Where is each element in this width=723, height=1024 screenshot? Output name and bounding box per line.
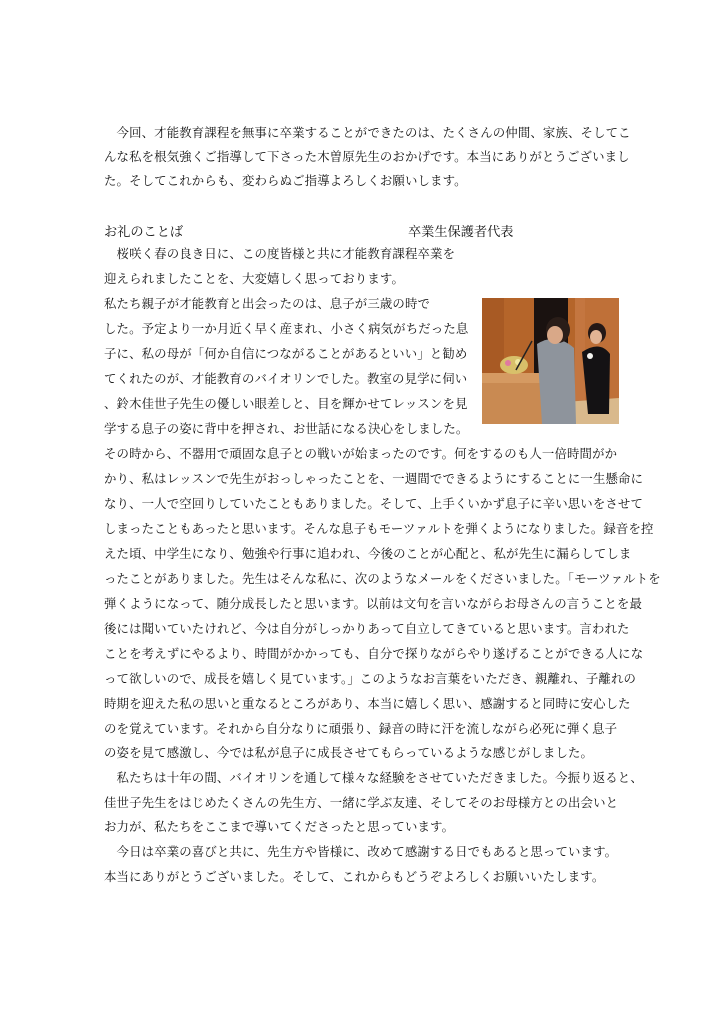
intro-line: 今回、才能教育課程を無事に卒業することができたのは、たくさんの仲間、家族、そしてこ [104,125,631,140]
letter-line: 弾くようになって、随分成長したと思います。以前は文句を言いながらお母さんの言うことを最 [104,596,643,611]
letter-line: しまったこともあったと思います。そんな息子もモーツァルトを弾くようになりました。録音を控 [104,521,654,536]
letter-line: した。予定より一か月近く早く産まれ、小さく病気がちだった息 [104,321,469,336]
letter-line: 、鈴木佳世子先生の優しい眼差しと、目を輝かせてレッスンを見 [104,396,468,411]
intro-line: た。そしてこれからも、変わらぬご指導よろしくお願いします。 [104,173,467,188]
speech-photo-illustration [482,298,619,424]
letter-line: 桜咲く春の良き日に、この度皆様と共に才能教育課程卒業を [104,246,456,261]
letter-line: 佳世子先生をはじめたくさんの先生方、一緒に学ぶ友達、そしてそのお母様方との出会いと [104,795,619,810]
ceremony-photo [482,298,619,424]
letter-line: かり、私はレッスンで先生がおっしゃったことを、一週間でできるようにすることに一生懸命に [104,471,644,486]
letter-author: 卒業生保護者代表 [408,225,514,240]
letter-line: その時から、不器用で頑固な息子との戦いが始まったのです。何をするのも人一倍時間がか [104,446,618,461]
letter-line: えた頃、中学生になり、勉強や行事に追われ、今後のことが心配と、私が先生に漏らしてしま [104,546,632,561]
letter-line: ことを考えずにやるより、時間がかかっても、自分で探りながらやり遂げることができる人にな [104,646,644,661]
letter-line: お力が、私たちをここまで導いてくださったと思っています。 [104,819,455,834]
letter-line: って欲しいので、成長を嬉しく見ています。」このようなお言葉をいただき、親離れ、子離れの [104,671,637,686]
letter-line: てくれたのが、才能教育のバイオリンでした。教室の見学に伺い [104,371,468,386]
letter-line: 時期を迎えた私の思いと重なるところがあり、本当に嬉しく思い、感謝すると同時に安心した [104,696,631,711]
letter-line: 子に、私の母が「何か自信につながることがあるといい」と勧め [104,346,468,361]
letter-line: ったことがありました。先生はそんな私に、次のようなメールをくださいました。「モーツァルトを [104,571,661,586]
letter-line: 私たちは十年の間、バイオリンを通して様々な経験をさせていただきました。今振り返ると、 [104,770,643,785]
letter-line: 私たち親子が才能教育と出会ったのは、息子が三歳の時で [104,296,431,311]
letter-line: のを覚えています。それから自分なりに頑張り、録音の時に汗を流しながら必死に弾く息子 [104,721,618,736]
letter-line: 後には聞いていたけれど、今は自分がしっかりあって自立してきていると思います。言われた [104,621,630,636]
letter-line: なり、一人で空回りしていたこともありました。そして、上手くいかず息子に辛い思いをさせて [104,496,643,511]
intro-line: んな私を根気強くご指導して下さった木曽原先生のおかげです。本当にありがとうございまし [104,149,630,164]
letter-line: の姿を見て感激し、今では私が息子に成長させてもらっているような感じがしました。 [104,745,594,760]
letter-line: 今日は卒業の喜びと共に、先生方や皆様に、改めて感謝する日でもあると思っています。 [104,844,618,859]
letter-line: 本当にありがとうございました。そして、これからもどうぞよろしくお願いいたします。 [104,869,605,884]
letter-line: 迎えられましたことを、大変嬉しく思っております。 [104,271,404,286]
letter-title: お礼のことば [104,225,184,240]
letter-line: 学する息子の姿に背中を押され、お世話になる決心をしました。 [104,421,469,436]
